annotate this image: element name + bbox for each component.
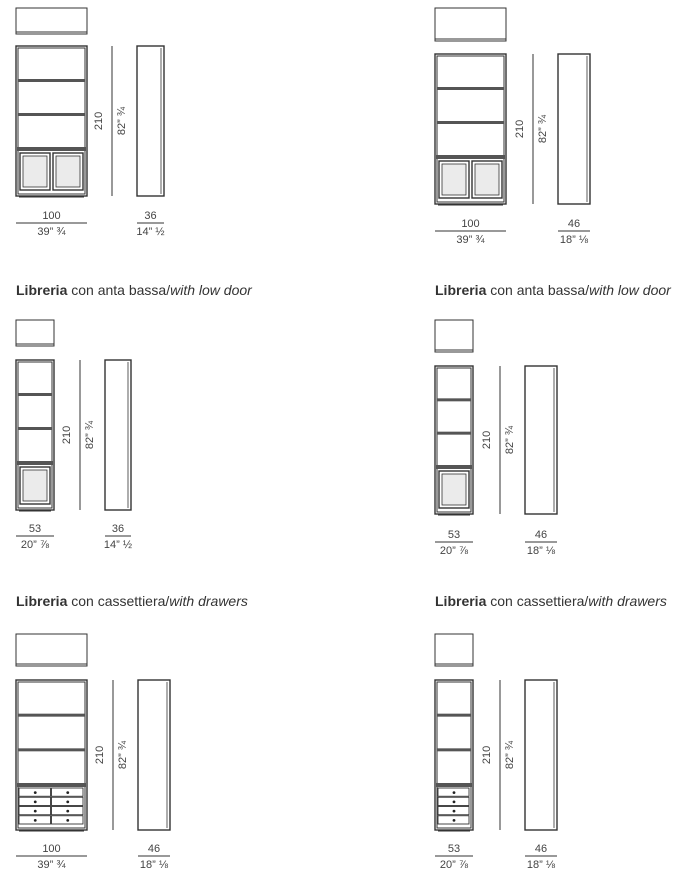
drawer-knob — [34, 800, 37, 803]
width-in: 20” ⅞ — [439, 545, 469, 557]
door-panel — [442, 474, 466, 505]
shelf-divider — [436, 465, 472, 469]
cabinet-frame — [435, 680, 473, 830]
door-panel — [442, 164, 466, 195]
height-cm: 210 — [514, 119, 526, 139]
depth-in: 18” ⅛ — [526, 859, 556, 871]
top-view — [435, 8, 506, 41]
depth-cm: 46 — [534, 529, 548, 541]
depth-in: 18” ⅛ — [526, 545, 556, 557]
width-cm: 100 — [42, 210, 61, 222]
side-view — [138, 680, 170, 830]
top-view — [16, 320, 54, 346]
shelf-divider — [436, 155, 505, 159]
top-view — [16, 8, 87, 34]
width-cm: 100 — [42, 843, 61, 855]
depth-cm: 36 — [111, 523, 125, 535]
drawer-knob — [34, 791, 37, 794]
shelf — [437, 748, 471, 751]
depth-cm: 46 — [147, 843, 161, 855]
shelf — [18, 714, 85, 717]
height-cm: 210 — [481, 745, 493, 765]
width-in: 20” ⅞ — [20, 539, 50, 551]
shelf — [437, 398, 471, 401]
drawer-knob — [453, 810, 456, 813]
height-cm: 210 — [93, 111, 105, 131]
drawer-knob — [34, 810, 37, 813]
height-in: 82” ¾ — [504, 740, 516, 770]
caption-low-door-left: Libreria con anta bassa/with low door — [16, 282, 252, 298]
door-panel — [56, 156, 80, 187]
shelf-divider — [17, 147, 86, 151]
width-cm: 53 — [447, 529, 461, 541]
drawer-knob — [66, 819, 69, 822]
width-cm: 100 — [461, 218, 480, 230]
height-in: 82” ¾ — [84, 420, 96, 450]
side-view — [525, 680, 557, 830]
width-in: 39” ¾ — [37, 859, 66, 871]
shelf-divider — [436, 783, 472, 787]
width-in: 20” ⅞ — [439, 859, 469, 871]
drawer-knob — [66, 800, 69, 803]
height-in: 82” ¾ — [117, 740, 129, 770]
depth-in: 18” ⅛ — [139, 859, 169, 871]
width-cm: 53 — [447, 843, 461, 855]
depth-cm: 46 — [567, 218, 581, 230]
shelf — [437, 714, 471, 717]
shelf — [18, 113, 85, 116]
depth-cm: 46 — [534, 843, 548, 855]
shelf — [437, 121, 504, 124]
drawer-knob — [66, 810, 69, 813]
door-panel — [475, 164, 499, 195]
door-panel — [23, 156, 47, 187]
depth-cm: 36 — [144, 210, 157, 222]
shelf — [18, 748, 85, 751]
height-cm: 210 — [94, 745, 106, 765]
caption-drawers-left: Libreria con cassettiera/with drawers — [16, 593, 248, 609]
drawer-knob — [453, 819, 456, 822]
side-view — [137, 46, 164, 196]
top-view — [16, 634, 87, 666]
top-view — [435, 634, 473, 666]
height-in: 82” ¾ — [116, 106, 128, 136]
drawer-knob — [66, 791, 69, 794]
height-cm: 210 — [61, 425, 73, 445]
shelf-divider — [17, 461, 53, 465]
drawer-knob — [453, 800, 456, 803]
side-view — [105, 360, 131, 510]
shelf-divider — [17, 783, 86, 787]
depth-in: 14” ½ — [136, 226, 165, 238]
width-in: 39” ¾ — [456, 234, 485, 246]
shelf — [437, 432, 471, 435]
side-view — [558, 54, 590, 204]
shelf — [437, 87, 504, 90]
caption-drawers-right: Libreria con cassettiera/with drawers — [435, 593, 667, 609]
caption-low-door-right: Libreria con anta bassa/with low door — [435, 282, 671, 298]
depth-in: 14” ½ — [103, 539, 133, 551]
width-cm: 53 — [28, 523, 42, 535]
top-view — [435, 320, 473, 352]
shelf — [18, 79, 85, 82]
shelf — [18, 393, 52, 396]
door-panel — [23, 470, 47, 501]
height-in: 82” ¾ — [504, 425, 516, 455]
shelf — [18, 427, 52, 430]
side-view — [525, 366, 557, 514]
width-in: 39” ¾ — [37, 226, 66, 238]
height-in: 82” ¾ — [537, 114, 549, 144]
height-cm: 210 — [481, 430, 493, 450]
drawer-knob — [453, 791, 456, 794]
drawer-knob — [34, 819, 37, 822]
depth-in: 18” ⅛ — [559, 234, 589, 246]
